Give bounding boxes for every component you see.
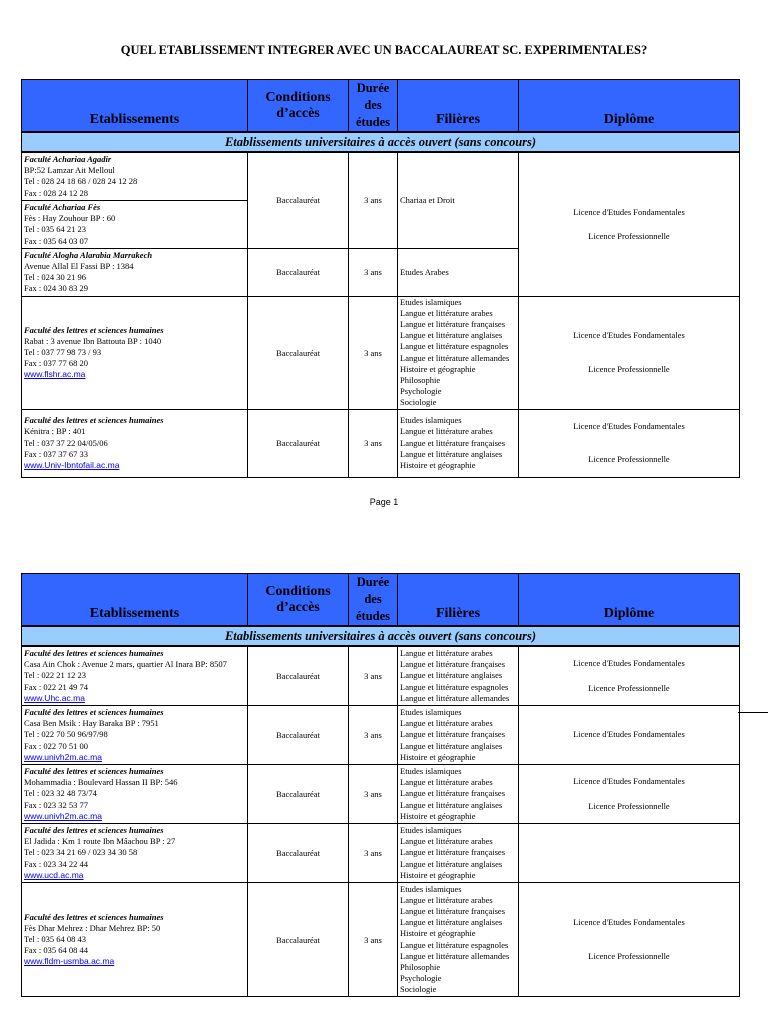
filiere-item: Langue et littérature françaises <box>400 847 506 858</box>
filiere-item: Langue et littérature allemandes <box>400 352 510 363</box>
filiere-item: Langue et littérature françaises <box>400 905 506 916</box>
filieres-cell <box>398 824 519 883</box>
row-divider-line <box>738 712 768 713</box>
website-link[interactable]: www.univh2m.ac.ma <box>24 810 102 821</box>
address-line: El Jadida : Km 1 route Ibn Mâachou BP : 27 <box>24 836 176 847</box>
phone-line: Tel : 023 34 21 69 / 023 34 30 58 <box>24 847 138 858</box>
filiere-item: Langue et littérature anglaises <box>400 917 503 928</box>
filiere-item: Histoire et géographie <box>400 459 476 470</box>
diploma-lef: Licence d'Etudes Fondamentales <box>573 729 685 740</box>
filiere-item: Histoire et géographie <box>400 751 476 762</box>
institutions-table-page-1 <box>21 79 740 478</box>
institution-cell <box>22 883 248 997</box>
table-row <box>22 824 740 883</box>
filiere-item: Langue et littérature arabes <box>400 777 493 788</box>
header-diplome: Diplôme <box>519 574 740 627</box>
filiere-item: Langue et littérature anglaises <box>400 448 503 459</box>
condition-cell: Baccalauréat <box>248 296 349 409</box>
institution-name: Faculté des lettres et sciences humaines <box>24 324 164 335</box>
section-title: Etablissements universitaires à accès ouvert (sans concours) <box>22 626 740 646</box>
filieres-cell <box>398 296 519 409</box>
diploma-cell <box>519 296 740 409</box>
diploma-cell <box>519 646 740 706</box>
duration-cell: 3 ans <box>349 152 398 248</box>
phone-line: Tel : 024 30 21 96 <box>24 272 86 283</box>
condition-cell: Baccalauréat <box>248 646 349 706</box>
filiere-item: Langue et littérature espagnoles <box>400 341 509 352</box>
diploma-lp: Licence Professionnelle <box>588 363 670 374</box>
phone-line: Tel : 028 24 18 68 / 028 24 12 28 <box>24 176 138 187</box>
fax-line: Fax : 037 37 67 33 <box>24 448 88 459</box>
filiere-item: Langue et littérature espagnoles <box>400 939 509 950</box>
header-etablissements: Etablissements <box>22 80 248 133</box>
header-duree: Durée des études <box>349 574 398 627</box>
filiere-item: Philosophie <box>400 961 441 972</box>
filieres-cell <box>398 152 519 248</box>
condition-cell: Baccalauréat <box>248 765 349 824</box>
website-link[interactable]: www.Univ-Ibntofail.ac.ma <box>24 459 120 470</box>
filiere-item: Etudes islamiques <box>400 825 462 836</box>
condition-cell: Baccalauréat <box>248 409 349 477</box>
diploma-cell <box>519 409 740 477</box>
filiere-item: Sociologie <box>400 984 437 995</box>
institution-name: Faculté des lettres et sciences humaines <box>24 707 164 718</box>
condition-cell: Baccalauréat <box>248 883 349 997</box>
institutions-table-page-2 <box>21 573 740 997</box>
section-title: Etablissements universitaires à accès ouvert (sans concours) <box>22 132 740 152</box>
diploma-lef: Licence d'Etudes Fondamentales <box>573 658 685 669</box>
condition-cell: Baccalauréat <box>248 824 349 883</box>
header-diplome: Diplôme <box>519 80 740 133</box>
filiere-item: Langue et littérature anglaises <box>400 330 503 341</box>
fax-line: Fax : 023 34 22 44 <box>24 858 88 869</box>
diploma-lp: Licence Professionnelle <box>588 454 670 465</box>
filiere-item: Psychologie <box>400 386 442 397</box>
website-link[interactable]: www.flshr.ac.ma <box>24 369 86 380</box>
diploma-lef: Licence d'Etudes Fondamentales <box>573 420 685 431</box>
table-row <box>22 152 740 200</box>
diploma-lp: Licence Professionnelle <box>588 950 670 961</box>
filiere-item: Langue et littérature anglaises <box>400 740 503 751</box>
institution-name: Faculté des lettres et sciences humaines <box>24 911 164 922</box>
condition-cell: Baccalauréat <box>248 248 349 296</box>
duration-cell: 3 ans <box>349 409 398 477</box>
website-link[interactable]: www.univh2m.ac.ma <box>24 751 102 762</box>
duration-cell: 3 ans <box>349 248 398 296</box>
phone-line: Tel : 022 21 12 23 <box>24 670 86 681</box>
header-etablissements: Etablissements <box>22 574 248 627</box>
diploma-lp: Licence Professionnelle <box>588 230 670 241</box>
table-row <box>22 409 740 477</box>
table-row <box>22 765 740 824</box>
section-row <box>22 132 740 152</box>
phone-line: Tel : 035 64 21 23 <box>24 224 86 235</box>
fax-line: Fax : 035 64 03 07 <box>24 235 88 246</box>
diploma-lef: Licence d'Etudes Fondamentales <box>573 330 685 341</box>
diploma-lef: Licence d'Etudes Fondamentales <box>573 206 685 217</box>
institution-cell <box>22 296 248 409</box>
page-number: Page 1 <box>369 497 399 507</box>
fax-line: Fax : 037 77 68 20 <box>24 358 88 369</box>
institution-name: Faculté des lettres et sciences humaines <box>24 648 164 658</box>
header-duree: Durée des études <box>349 80 398 133</box>
filiere-item: Langue et littérature anglaises <box>400 858 503 869</box>
filiere-item: Etudes islamiques <box>400 415 462 426</box>
header-filieres: Filières <box>398 574 519 627</box>
section-row <box>22 626 740 646</box>
table-row <box>22 883 740 997</box>
fax-line: Fax : 022 70 51 00 <box>24 740 88 751</box>
header-conditions: Conditions d’accès <box>248 574 349 627</box>
address-line: Mohammadia : Boulevard Hassan II BP: 546 <box>24 777 178 788</box>
institution-cell <box>22 409 248 477</box>
address-line: Kénitra : BP : 401 <box>24 426 86 437</box>
filieres-cell <box>398 248 519 296</box>
address-line: Casa Ain Chok : Avenue 2 mars, quartier Al Inara BP: 8507 <box>24 659 227 670</box>
phone-line: Tel : 035 64 08 43 <box>24 933 86 944</box>
fax-line: Fax : 024 30 83 29 <box>24 283 88 294</box>
filiere-item: Sociologie <box>400 397 437 408</box>
condition-cell: Baccalauréat <box>248 152 349 248</box>
phone-line: Tel : 037 37 22 04/05/06 <box>24 437 108 448</box>
header-row <box>22 574 740 627</box>
diploma-lef: Licence d'Etudes Fondamentales <box>573 917 685 928</box>
filiere-item: Histoire et géographie <box>400 363 476 374</box>
diploma-cell <box>519 152 740 296</box>
address-line: BP:52 Lamzar Ait Melloul <box>24 165 115 176</box>
filiere-item: Etudes islamiques <box>400 883 462 894</box>
filiere-item: Etudes Arabes <box>400 266 449 277</box>
table-row <box>22 296 740 409</box>
duration-cell: 3 ans <box>349 765 398 824</box>
duration-cell: 3 ans <box>349 296 398 409</box>
condition-cell: Baccalauréat <box>248 706 349 765</box>
filiere-item: Langue et littérature anglaises <box>400 670 503 681</box>
filiere-item: Langue et littérature françaises <box>400 788 506 799</box>
filiere-item: Langue et littérature arabes <box>400 648 493 658</box>
header-filieres: Filières <box>398 80 519 133</box>
filiere-item: Langue et littérature allemandes <box>400 950 510 961</box>
diploma-lef: Licence d'Etudes Fondamentales <box>573 776 685 787</box>
website-link[interactable]: www.fldm-usmba.ac.ma <box>24 956 115 967</box>
address-line: Avenue Allal El Fassi BP : 1384 <box>24 261 134 272</box>
phone-line: Tel : 023 32 48 73/74 <box>24 788 97 799</box>
filiere-item: Etudes islamiques <box>400 766 462 777</box>
filiere-item: Langue et littérature arabes <box>400 836 493 847</box>
filiere-item: Histoire et géographie <box>400 928 476 939</box>
diploma-lp: Licence Professionnelle <box>588 800 670 811</box>
filiere-item: Histoire et géographie <box>400 810 476 821</box>
duration-cell: 3 ans <box>349 883 398 997</box>
filiere-item: Etudes islamiques <box>400 296 462 307</box>
diploma-cell <box>519 765 740 824</box>
institution-name: Faculté des lettres et sciences humaines <box>24 415 164 426</box>
duration-cell: 3 ans <box>349 646 398 706</box>
fax-line: Fax : 023 32 53 77 <box>24 799 88 810</box>
website-link[interactable]: www.Uhc.ac.ma <box>24 692 85 703</box>
fax-line: Fax : 022 21 49 74 <box>24 681 88 692</box>
diploma-cell <box>519 824 740 883</box>
duration-cell: 3 ans <box>349 824 398 883</box>
filieres-cell <box>398 765 519 824</box>
institution-name: Faculté Achariaa Fès <box>24 201 101 212</box>
filiere-item: Langue et littérature anglaises <box>400 799 503 810</box>
institution-name: Faculté Alogha Alarabia Marrakech <box>24 249 153 260</box>
filiere-item: Langue et littérature françaises <box>400 729 506 740</box>
filiere-item: Langue et littérature espagnoles <box>400 681 509 692</box>
filiere-item: Langue et littérature françaises <box>400 319 506 330</box>
filieres-cell <box>398 706 519 765</box>
filiere-item: Langue et littérature arabes <box>400 426 493 437</box>
institution-cell <box>22 765 248 824</box>
table-row <box>22 706 740 765</box>
filiere-item: Langue et littérature françaises <box>400 659 506 670</box>
filiere-item: Langue et littérature allemandes <box>400 692 510 703</box>
phone-line: Tel : 022 70 50 96/97/98 <box>24 729 108 740</box>
diploma-cell <box>519 883 740 997</box>
filiere-item: Langue et littérature arabes <box>400 718 493 729</box>
institution-cell <box>22 200 248 248</box>
filieres-cell <box>398 883 519 997</box>
address-line: Fès : Hay Zouhour BP : 60 <box>24 213 116 224</box>
institution-name: Faculté Achariaa Agadir <box>24 154 112 164</box>
diploma-cell <box>519 706 740 765</box>
institution-cell <box>22 152 248 200</box>
institution-name: Faculté des lettres et sciences humaines <box>24 766 164 777</box>
filiere-item: Histoire et géographie <box>400 869 476 880</box>
duration-cell: 3 ans <box>349 706 398 765</box>
filiere-item: Psychologie <box>400 973 442 984</box>
address-line: Rabat : 3 avenue Ibn Battouta BP : 1040 <box>24 335 162 346</box>
filieres-cell <box>398 646 519 706</box>
phone-line: Tel : 037 77 98 73 / 93 <box>24 347 102 358</box>
fax-line: Fax : 028 24 12 28 <box>24 187 88 198</box>
website-link[interactable]: www.ucd.ac.ma <box>24 869 84 880</box>
institution-cell <box>22 706 248 765</box>
institution-cell <box>22 248 248 296</box>
filiere-item: Langue et littérature françaises <box>400 437 506 448</box>
fax-line: Fax : 035 64 08 44 <box>24 945 88 956</box>
header-row <box>22 80 740 133</box>
institution-cell <box>22 646 248 706</box>
address-line: Casa Ben Msik : Hay Baraka BP : 7951 <box>24 718 159 729</box>
page-title: QUEL ETABLISSEMENT INTEGRER AVEC UN BACCALAUREAT SC. EXPERIMENTALES? <box>120 43 648 57</box>
diploma-lp: Licence Professionnelle <box>588 682 670 693</box>
table-row <box>22 646 740 706</box>
filieres-cell <box>398 409 519 477</box>
address-line: Fès Dhar Mehrez : Dhar Mehrez BP: 50 <box>24 922 161 933</box>
header-conditions: Conditions d’accès <box>248 80 349 133</box>
filiere-item: Langue et littérature arabes <box>400 894 493 905</box>
filiere-item: Philosophie <box>400 375 441 386</box>
filiere-item: Langue et littérature arabes <box>400 307 493 318</box>
institution-cell <box>22 824 248 883</box>
institution-name: Faculté des lettres et sciences humaines <box>24 825 164 836</box>
filiere-item: Etudes islamiques <box>400 707 462 718</box>
filiere-item: Chariaa et Droit <box>400 194 455 205</box>
